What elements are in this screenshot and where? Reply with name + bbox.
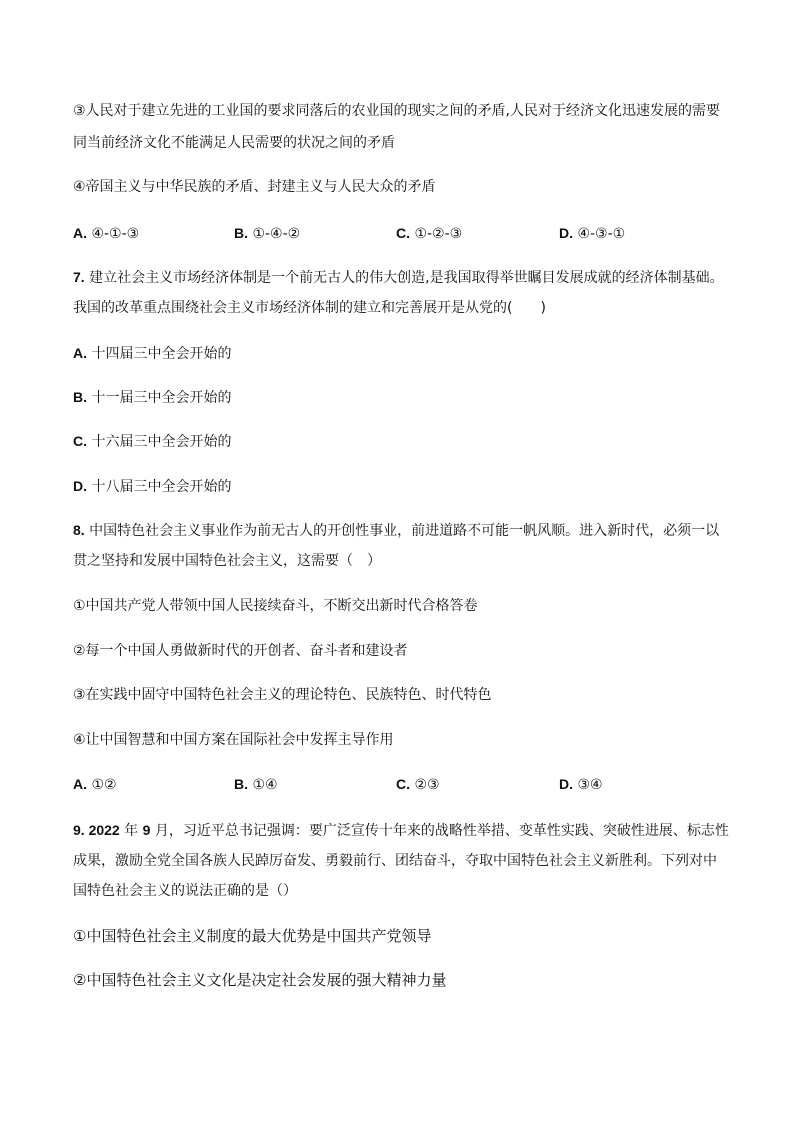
option-c: C. ①-②-③ <box>396 225 463 242</box>
option-d: D. ④-③-① <box>559 225 626 242</box>
q8-stem-line-1: 8. 中国特色社会主义事业作为前无古人的开创性事业，前进道路不可能一帆风顺。进入新时代，必须一以 <box>73 522 720 539</box>
q9-item-2: ②中国特色社会主义文化是决定社会发展的强大精神力量 <box>73 971 447 989</box>
option-a: A. ④-①-③ <box>73 225 140 242</box>
q8-stem-line-2: 贯之坚持和发展中国特色社会主义，这需要（ ） <box>73 553 381 569</box>
q7-option-a: A. 十四届三中全会开始的 <box>73 345 232 362</box>
q7-option-b: B. 十一届三中全会开始的 <box>73 389 232 406</box>
q8-item-3: ③在实践中固守中国特色社会主义的理论特色、民族特色、时代特色 <box>73 687 492 703</box>
q7-stem-line-1: 7. 建立社会主义市场经济体制是一个前无古人的伟大创造,是我国取得举世瞩目发展成就的经济体制基础。 <box>73 269 724 286</box>
option-c: C. ②③ <box>396 776 440 793</box>
option-d: D. ③④ <box>559 776 603 793</box>
q7-option-c: C. 十六届三中全会开始的 <box>73 433 232 450</box>
q7-option-d: D. 十八届三中全会开始的 <box>73 478 232 495</box>
q8-item-2: ②每一个中国人勇做新时代的开创者、奋斗者和建设者 <box>73 643 408 659</box>
prev-item-3-line-2: 同当前经济文化不能满足人民需要的状况之间的矛盾 <box>73 135 395 151</box>
q8-item-1: ①中国共产党人带领中国人民接续奋斗，不断交出新时代合格答卷 <box>73 598 478 614</box>
prev-item-4: ④帝国主义与中华民族的矛盾、封建主义与人民大众的矛盾 <box>73 179 436 195</box>
q9-item-1: ①中国特色社会主义制度的最大优势是中国共产党领导 <box>73 927 432 945</box>
prev-item-3-line-1: ③人民对于建立先进的工业国的要求同落后的农业国的现实之间的矛盾,人民对于经济文化迅速发展的需要 <box>73 103 720 119</box>
q7-stem-line-2: 我国的改革重点围绕社会主义市场经济体制的建立和完善展开是从党的( ) <box>73 300 546 316</box>
q9-stem-line-1: 9. 2022 年 9 月，习近平总书记强调：要广泛宣传十年来的战略性举措、变革性实践、突破性进展、标志性 <box>73 822 729 839</box>
q9-stem-line-3: 国特色社会主义的说法正确的是（） <box>73 883 297 899</box>
option-b: B. ①-④-② <box>234 225 301 242</box>
q9-stem-line-2: 成果，激励全党全国各族人民踔厉奋发、勇毅前行、团结奋斗，夺取中国特色社会主义新胜利。下列对中 <box>73 853 717 869</box>
prev-options <box>73 223 733 243</box>
q8-item-4: ④让中国智慧和中国方案在国际社会中发挥主导作用 <box>73 732 394 748</box>
option-b: B. ①④ <box>234 776 278 793</box>
option-a: A. ①② <box>73 776 117 793</box>
q8-options <box>73 774 733 794</box>
